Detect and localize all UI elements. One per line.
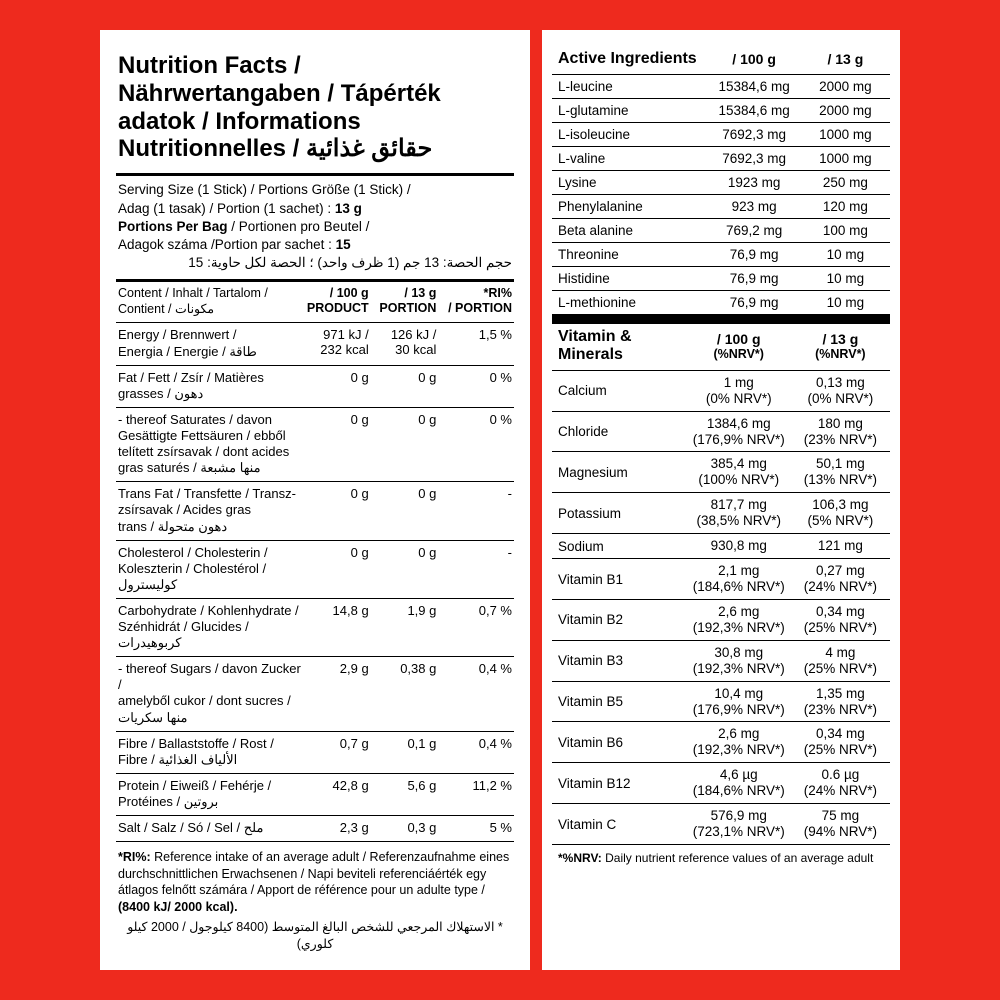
active-ingredient-per-100g: 7692,3 mg: [722, 127, 786, 142]
nutrition-row-per-13g: 5,6 g: [407, 777, 437, 793]
serving-size-block: [116, 176, 514, 277]
nutrition-row-label: Cholesterol / Cholesterin / Koleszterin / Cholestérol / كوليسترول: [118, 544, 268, 592]
vitamins-header-per-13g: [789, 324, 890, 370]
title-line-1: Nutrition Facts /: [118, 52, 301, 79]
nutrition-row-label: Fibre / Ballaststoffe / Rost / Fibre / الألياف الغذائية: [118, 735, 274, 767]
nutrition-row: [116, 731, 514, 773]
nutrition-facts-panel: [100, 30, 530, 970]
nutrition-row-label: Salt / Salz / Só / Sel / ملح: [118, 820, 264, 836]
nutrition-row-per-100g: 2,9 g: [339, 661, 369, 677]
header-content-l2-text: Contient /: [118, 301, 172, 316]
active-ingredient-row: [552, 243, 890, 267]
nutrition-row-ri-percent: 0,4 %: [478, 735, 512, 751]
nutrition-row-per-13g: 126 kJ / 30 kcal: [390, 327, 437, 358]
ri-footnote-bold2: (8400 kJ/ 2000 kcal).: [118, 899, 238, 914]
nutrition-row-per-13g: 0,1 g: [407, 735, 437, 751]
nutrition-row-label-arabic: كربوهيدرات: [118, 635, 182, 651]
vitamin-per-100g: 1384,6 mg (176,9% NRV*): [692, 415, 785, 447]
nutrition-row: [116, 657, 514, 731]
active-header-per-100g: / 100 g: [732, 51, 776, 67]
vitamin-per-100g: 2,1 mg (184,6% NRV*): [692, 563, 785, 594]
nutrition-row-ri-percent: -: [507, 486, 512, 502]
portions-count-text: Adagok száma /Portion par sachet :: [118, 236, 336, 252]
vitamin-row: [552, 452, 890, 493]
nutrition-row-ri-percent: 0 %: [489, 369, 512, 385]
vitamin-row: [552, 534, 890, 559]
nutrition-row-per-13g: 0,3 g: [407, 820, 437, 836]
active-ingredient-per-13g: 1000 mg: [819, 151, 872, 166]
vitamin-name: Vitamin B6: [558, 734, 624, 750]
active-ingredient-per-13g: 10 mg: [826, 295, 865, 310]
ri-footnote-text: Reference intake of an average adult / Referenzaufnahme eines durchschnittlichen Erwachsenen / Napi beviteli referenciáérték egy átlagos felnőtt számára / Apport de référence pour un adulte type /: [118, 850, 510, 898]
nutrition-row-per-13g: 0 g: [418, 486, 437, 502]
active-ingredients-title: Active Ingredients: [558, 50, 697, 67]
active-ingredient-per-100g: 15384,6 mg: [718, 103, 790, 118]
active-ingredient-per-13g: 100 mg: [822, 223, 868, 238]
serving-line-4: [118, 236, 512, 254]
vitamin-name: Chloride: [558, 424, 609, 440]
vitamin-per-100g: 2,6 mg (192,3% NRV*): [692, 603, 785, 635]
vitamins-title-l1: Vitamin &: [558, 328, 632, 345]
nutrition-row-ri-percent: 0,7 %: [478, 602, 512, 618]
header-per-13g: [371, 282, 439, 323]
vitamins-minerals-header: [552, 324, 890, 370]
nutrition-table-body: [116, 323, 514, 842]
vitamin-per-13g: 0,27 mg (24% NRV*): [803, 563, 878, 594]
title-line-2: Nährwertangaben / Tápérték: [118, 79, 441, 107]
header-content-l2: [118, 302, 301, 318]
active-ingredient-per-13g: 120 mg: [822, 199, 868, 214]
vitamin-per-13g: 4 mg (25% NRV*): [803, 644, 878, 676]
active-ingredient-row: [552, 219, 890, 243]
nutrition-row: [116, 773, 514, 815]
vitamin-row: [552, 599, 890, 640]
vitamin-name: Sodium: [558, 538, 604, 554]
nutrition-row-label-arabic: منها مشبعة: [200, 460, 261, 476]
active-ingredient-per-100g: 15384,6 mg: [718, 79, 790, 94]
vitamin-per-13g: 1,35 mg (23% NRV*): [803, 685, 878, 717]
active-ingredient-name: Beta alanine: [558, 223, 634, 238]
vitamin-per-100g: 30,8 mg (192,3% NRV*): [692, 644, 785, 676]
serving-line-2-text: Adag (1 tasak) / Portion (1 sachet) :: [118, 200, 335, 216]
active-ingredient-row: [552, 75, 890, 99]
vitamin-per-100g: 930,8 mg: [710, 538, 767, 554]
active-ingredient-name: Histidine: [558, 271, 610, 286]
nutrition-row: [116, 365, 514, 407]
active-ingredient-row: [552, 195, 890, 219]
portions-count: 15: [335, 236, 351, 252]
vitamin-per-100g: 385,4 mg (100% NRV*): [698, 456, 780, 488]
serving-line-2: [118, 200, 512, 218]
nutrition-row-label: Carbohydrate / Kohlenhydrate / Szénhidrát / Glucides / كربوهيدرات: [118, 602, 299, 651]
vitamin-row: [552, 559, 890, 600]
active-ingredient-row: [552, 99, 890, 123]
nutrition-row-label: - thereof Saturates / davon Gesättigte Fettsäuren / ebből telített zsírsavak / dont acides gras saturés / منها مشبعة: [118, 411, 290, 476]
serving-line-arabic: حجم الحصة: 13 جم (1 ظرف واحد) ؛ الحصة لكل حاوية: 15: [188, 255, 512, 271]
header-content-arabic: مكونات: [175, 301, 215, 316]
nutrition-row-per-100g: 0 g: [350, 486, 369, 502]
vitamin-per-100g: 1 mg (0% NRV*): [705, 374, 772, 406]
active-ingredient-name: Phenylalanine: [558, 199, 643, 214]
vitamins-title-l2: Minerals: [558, 346, 623, 364]
vitamin-name: Vitamin B12: [558, 775, 631, 791]
vitamins-header-per-13g-l2: (%NRV*): [815, 347, 866, 362]
active-ingredient-name: L-leucine: [558, 79, 613, 94]
vitamin-row: [552, 411, 890, 452]
header-ri-l2: / PORTION: [448, 301, 512, 316]
header-content-l1: Content / Inhalt / Tartalom /: [118, 286, 268, 301]
vitamin-per-13g: 0,13 mg (0% NRV*): [807, 374, 874, 406]
vitamin-per-13g: 50,1 mg (13% NRV*): [803, 456, 878, 488]
vitamin-per-100g: 817,7 mg (38,5% NRV*): [696, 497, 781, 529]
nutrition-row-label: Fat / Fett / Zsír / Matières grasses / دهون: [118, 369, 264, 401]
nutrition-row-ri-percent: -: [507, 544, 512, 560]
header-per-100g-l1: / 100 g: [329, 286, 369, 301]
portions-per-bag-trans: / Portionen pro Beutel /: [227, 218, 370, 234]
nutrition-table: [116, 282, 514, 842]
nutrition-table-header: [116, 282, 514, 323]
vitamin-name: Vitamin B2: [558, 612, 624, 628]
nutrition-row: [116, 816, 514, 842]
vitamin-per-100g: 576,9 mg (723,1% NRV*): [692, 808, 785, 840]
vitamins-title: [552, 324, 687, 370]
vitamin-per-13g: 0,34 mg (25% NRV*): [803, 726, 878, 758]
vitamins-header-per-100g-l2: (%NRV*): [713, 347, 764, 362]
nrv-footnote: [552, 845, 890, 865]
active-ingredient-per-13g: 10 mg: [826, 271, 865, 286]
active-ingredient-per-100g: 923 mg: [731, 199, 777, 214]
nutrition-row-per-100g: 42,8 g: [332, 777, 369, 793]
active-ingredient-per-100g: 76,9 mg: [729, 295, 779, 310]
portions-per-bag-label: Portions Per Bag: [118, 218, 228, 234]
serving-line-3: [118, 218, 512, 236]
nutrition-row-label-arabic: كوليسترول: [118, 576, 178, 592]
vitamin-row: [552, 493, 890, 534]
active-ingredient-name: Lysine: [558, 175, 597, 190]
vitamin-name: Potassium: [558, 505, 622, 521]
active-ingredient-per-100g: 76,9 mg: [729, 271, 779, 286]
nutrition-row-per-100g: 0 g: [350, 544, 369, 560]
nutrition-row-ri-percent: 5 %: [489, 820, 512, 836]
vitamin-name: Vitamin B1: [558, 571, 624, 587]
serving-weight: 13 g: [334, 200, 362, 216]
active-header-per-13g: / 13 g: [827, 51, 864, 67]
vitamin-per-13g: 0.6 µg (24% NRV*): [803, 767, 878, 799]
ri-footnote: [116, 842, 514, 952]
nutrition-row-per-13g: 0 g: [418, 544, 437, 560]
active-ingredient-per-13g: 1000 mg: [819, 127, 872, 142]
header-per-100g: [303, 282, 371, 323]
vitamin-row: [552, 640, 890, 681]
nutrition-row: [116, 323, 514, 365]
serving-line-1: Serving Size (1 Stick) / Portions Größe (1 Stick) /: [118, 182, 411, 198]
vitamins-minerals-table: [552, 324, 890, 845]
active-ingredient-name: L-glutamine: [558, 103, 629, 118]
vitamin-per-100g: 2,6 mg (192,3% NRV*): [692, 726, 785, 758]
vitamin-row: [552, 681, 890, 722]
active-ingredient-name: L-valine: [558, 151, 606, 166]
vitamin-per-13g: 106,3 mg (5% NRV*): [807, 497, 874, 529]
active-ingredients-header: [552, 48, 890, 75]
active-ingredients-body: [552, 75, 890, 315]
header-per-13g-l2: PORTION: [379, 301, 437, 316]
ingredients-panel: [542, 30, 900, 970]
header-per-13g-l1: / 13 g: [404, 286, 437, 301]
active-ingredient-per-13g: 2000 mg: [819, 79, 872, 94]
ri-footnote-bold: *RI%:: [118, 850, 151, 865]
active-ingredient-name: Threonine: [558, 247, 619, 262]
nutrition-row-ri-percent: 1,5 %: [478, 327, 512, 343]
nutrition-row: [116, 598, 514, 656]
vitamin-name: Calcium: [558, 383, 607, 399]
vitamin-name: Vitamin B3: [558, 653, 624, 669]
nrv-footnote-text: Daily nutrient reference values of an average adult: [601, 850, 874, 865]
vitamin-per-13g: 180 mg (23% NRV*): [803, 415, 878, 447]
active-ingredient-row: [552, 147, 890, 171]
nutrition-row-per-13g: 0 g: [418, 411, 437, 427]
vitamin-row: [552, 370, 890, 411]
nutrition-row-label-arabic: ملح: [243, 820, 264, 836]
nutrition-row-ri-percent: 0,4 %: [478, 661, 512, 677]
vitamin-per-13g: 75 mg (94% NRV*): [803, 808, 878, 840]
nutrition-row-label-arabic: طاقة: [229, 343, 257, 359]
nutrition-facts-title: [116, 52, 514, 171]
vitamins-header-per-13g-l1: / 13 g: [822, 330, 859, 347]
ri-footnote-arabic: * الاستهلاك المرجعي للشخص البالغ المتوسط (8400 كيلوجول / 2000 كيلو كلوري): [127, 920, 503, 951]
active-ingredients-table: [552, 48, 890, 315]
vitamin-row: [552, 804, 890, 845]
vitamin-per-100g: 4,6 µg (184,6% NRV*): [692, 767, 785, 799]
title-line-3: adatok / Informations: [118, 107, 361, 135]
vitamin-row: [552, 722, 890, 763]
nutrition-row-label: Trans Fat / Transfette / Transz- zsírsavak / Acides gras trans / دهون متحولة: [118, 486, 296, 534]
active-ingredient-per-13g: 2000 mg: [819, 103, 872, 118]
active-ingredient-row: [552, 171, 890, 195]
nutrition-row-ri-percent: 0 %: [489, 411, 512, 427]
nutrition-row-per-13g: 1,9 g: [407, 602, 437, 618]
active-ingredient-name: L-isoleucine: [558, 127, 631, 142]
nutrition-row-per-100g: 0,7 g: [339, 735, 369, 751]
nutrition-row: [116, 482, 514, 540]
nutrition-row-per-100g: 971 kJ / 232 kcal: [320, 327, 369, 358]
nutrition-row-label-arabic: دهون متحولة: [157, 518, 228, 534]
vitamin-row: [552, 763, 890, 804]
vitamins-header-per-100g: [687, 324, 789, 370]
active-ingredient-per-100g: 76,9 mg: [729, 247, 779, 262]
nutrition-row-label: Protein / Eiweiß / Fehérje / Protéines / بروتين: [118, 777, 272, 810]
active-ingredient-row: [552, 267, 890, 291]
vitamins-header-per-100g-l1: / 100 g: [716, 330, 761, 347]
nutrition-row-label: Energy / Brennwert / Energia / Energie / طاقة: [118, 327, 257, 359]
nutrition-row-per-100g: 14,8 g: [332, 602, 369, 618]
nutrition-row-label: - thereof Sugars / davon Zucker / amelyből cukor / dont sucres / منها سكريات: [118, 661, 301, 725]
active-ingredient-per-13g: 250 mg: [822, 175, 868, 190]
nutrition-row-per-100g: 0 g: [350, 369, 369, 385]
vitamin-name: Vitamin B5: [558, 694, 624, 710]
nutrition-row-ri-percent: 11,2 %: [472, 777, 512, 793]
active-ingredient-row: [552, 291, 890, 315]
nutrition-row-per-13g: 0,38 g: [400, 661, 437, 677]
vitamin-name: Vitamin C: [558, 816, 617, 832]
nutrition-row-label-arabic: دهون: [174, 385, 204, 401]
vitamin-name: Magnesium: [558, 464, 628, 480]
vitamin-per-13g: 0,34 mg (25% NRV*): [803, 603, 878, 635]
active-ingredient-row: [552, 123, 890, 147]
header-ri-percent: [438, 282, 514, 323]
nutrition-row: [116, 540, 514, 598]
nutrition-row-per-100g: 0 g: [350, 411, 369, 427]
vitamin-per-13g: 121 mg: [817, 538, 863, 554]
nutrition-row-per-100g: 2,3 g: [339, 820, 369, 836]
header-content: [116, 282, 303, 323]
active-ingredient-per-100g: 769,2 mg: [725, 223, 783, 238]
nutrition-row-label-arabic: منها سكريات: [118, 709, 188, 725]
nutrition-row-per-13g: 0 g: [418, 369, 437, 385]
active-ingredient-per-100g: 7692,3 mg: [722, 151, 786, 166]
vitamins-minerals-body: [552, 370, 890, 844]
nrv-footnote-bold: *%NRV:: [558, 850, 602, 865]
active-ingredient-per-13g: 10 mg: [826, 247, 865, 262]
title-line-4: Nutritionnelles / حقائق غذائية: [118, 135, 433, 163]
active-ingredient-per-100g: 1923 mg: [727, 175, 781, 190]
section-divider-bar: [552, 315, 890, 324]
header-per-100g-l2: PRODUCT: [306, 301, 369, 316]
header-ri-l1: *RI%: [483, 286, 512, 301]
nutrition-row-label-arabic: الألياف الغذائية: [158, 751, 238, 767]
nutrition-row: [116, 407, 514, 481]
vitamin-per-100g: 10,4 mg (176,9% NRV*): [692, 685, 785, 717]
nutrition-row-label-arabic: بروتين: [183, 794, 219, 810]
active-ingredient-name: L-methionine: [558, 295, 637, 310]
